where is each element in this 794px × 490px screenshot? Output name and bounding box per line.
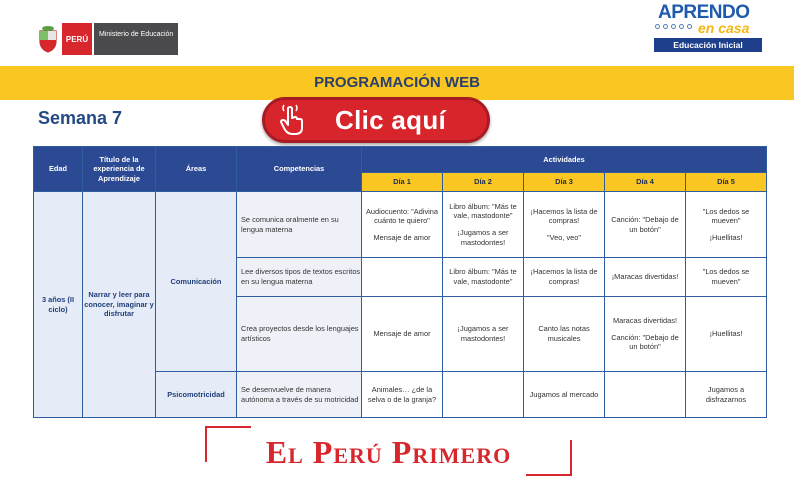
- area-comunicacion: Comunicación: [156, 192, 237, 372]
- activity-cell: Canto las notas musicales: [524, 297, 605, 372]
- experience-title-cell: Narrar y leer para conocer, imaginar y disfrutar: [83, 192, 156, 418]
- government-logo: [36, 23, 178, 55]
- click-here-label: Clic aquí: [335, 104, 447, 135]
- activity-cell: ¡Huellitas!: [686, 297, 767, 372]
- activity-cell: ¡Hacemos la lista de compras!: [524, 258, 605, 297]
- brand-dots: [655, 24, 692, 29]
- activity-cell: Mensaje de amor: [362, 297, 443, 372]
- header-edad: Edad: [34, 147, 83, 192]
- day-4-header: Día 4: [605, 173, 686, 192]
- header-actividades: Actividades: [362, 147, 767, 173]
- day-2-header: Día 2: [443, 173, 524, 192]
- aprendo-en-casa-logo: [652, 2, 764, 54]
- day-5-header: Día 5: [686, 173, 767, 192]
- activity-cell: [362, 258, 443, 297]
- brand-title: APRENDO: [658, 2, 750, 23]
- activity-cell: [443, 372, 524, 418]
- day-1-header: Día 1: [362, 173, 443, 192]
- activity-cell: ¡Hacemos la lista de compras! "Veo, veo": [524, 192, 605, 258]
- activity-cell: [605, 372, 686, 418]
- frame-corner: [526, 474, 572, 476]
- activity-cell: Maracas divertidas! Canción: "Debajo de un botón": [605, 297, 686, 372]
- activity-cell: Jugamos al mercado: [524, 372, 605, 418]
- footer-slogan: [205, 426, 572, 476]
- competency-cell: Se desenvuelve de manera autónoma a través de su motricidad: [237, 372, 362, 418]
- activity-cell: ¡Jugamos a ser mastodontes!: [443, 297, 524, 372]
- click-here-button[interactable]: [262, 97, 490, 143]
- activity-cell: Libro álbum: "Más te vale, mastodonte": [443, 258, 524, 297]
- pointer-hand-icon: [271, 100, 313, 140]
- activity-cell: Canción: "Debajo de un botón": [605, 192, 686, 258]
- country-label: PERÚ: [62, 23, 92, 55]
- age-cell: 3 años (II ciclo): [34, 192, 83, 418]
- activity-cell: Libro álbum: "Más te vale, mastodonte" ¡Jugamos a ser mastodontes!: [443, 192, 524, 258]
- page-title: PROGRAMACIÓN WEB: [314, 74, 480, 91]
- activity-cell: ¡Maracas divertidas!: [605, 258, 686, 297]
- competency-cell: Se comunica oralmente en su lengua materna: [237, 192, 362, 258]
- programming-table: [33, 146, 767, 418]
- activity-cell: Jugamos a disfrazarnos: [686, 372, 767, 418]
- coat-of-arms-icon: [36, 23, 60, 55]
- ministry-label: Ministerio de Educación: [94, 23, 178, 55]
- day-3-header: Día 3: [524, 173, 605, 192]
- competency-cell: Lee diversos tipos de textos escritos en su lengua materna: [237, 258, 362, 297]
- competency-cell: Crea proyectos desde los lenguajes artísticos: [237, 297, 362, 372]
- header-competencias: Competencias: [237, 147, 362, 192]
- area-psicomotricidad: Psicomotricidad: [156, 372, 237, 418]
- activity-cell: "Los dedos se mueven": [686, 258, 767, 297]
- header-titulo: Título de la experiencia de Aprendizaje: [83, 147, 156, 192]
- slogan-text: El Perú Primero: [265, 434, 512, 470]
- frame-corner: [205, 426, 251, 428]
- week-label: Semana 7: [38, 108, 123, 128]
- activity-cell: Animales… ¿de la selva o de la granja?: [362, 372, 443, 418]
- brand-subtitle: en casa: [698, 20, 750, 36]
- level-badge: Educación Inicial: [654, 38, 762, 52]
- header-areas: Áreas: [156, 147, 237, 192]
- activity-cell: Audiocuento: "Adivina cuánto te quiero" Mensaje de amor: [362, 192, 443, 258]
- activity-cell: "Los dedos se mueven" ¡Huellitas!: [686, 192, 767, 258]
